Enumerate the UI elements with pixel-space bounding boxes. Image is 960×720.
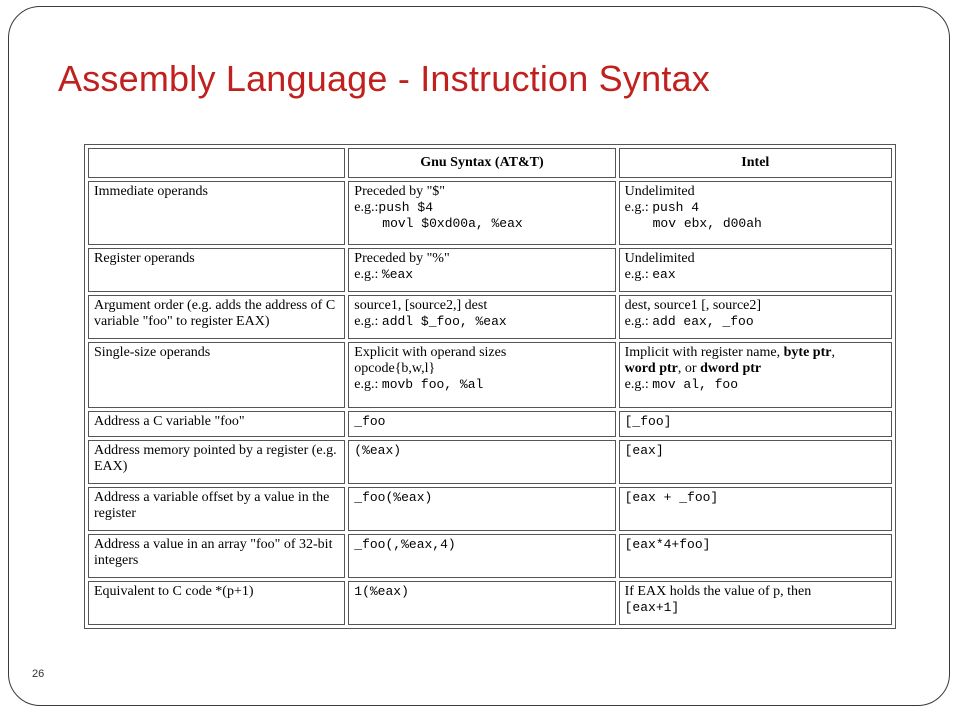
table-row (88, 342, 892, 408)
intel-code: mov al, foo (652, 377, 739, 392)
syntax-comparison-table (84, 144, 896, 629)
header-gnu: Gnu Syntax (AT&T) (348, 148, 615, 178)
intel-cell (619, 181, 892, 245)
eg-label: e.g.: (354, 377, 379, 392)
row-label: Register operands (88, 248, 345, 292)
intel-code: eax (652, 267, 676, 282)
gnu-code: movl $0xd00a, %eax (382, 216, 523, 231)
eg-label: e.g.: (624, 200, 649, 215)
intel-cell (619, 248, 892, 292)
keyword-dword-ptr: dword ptr (700, 361, 762, 376)
eg-label: e.g.: (354, 314, 379, 329)
gnu-desc: Preceded by "$" (354, 184, 446, 199)
row-label: Equivalent to C code *(p+1) (88, 581, 345, 625)
row-label: Immediate operands (88, 181, 345, 245)
intel-code: push 4 (652, 200, 700, 215)
gnu-desc: opcode{b,w,l} (354, 361, 436, 376)
table-header-row (88, 148, 892, 178)
intel-desc: dest, source1 [, source2] (624, 298, 762, 313)
gnu-desc: Explicit with operand sizes (354, 345, 507, 360)
gnu-cell (348, 248, 615, 292)
table-row (88, 181, 892, 245)
row-label: Address a C variable "foo" (88, 411, 345, 437)
row-label: Address a variable offset by a value in the register (88, 487, 345, 531)
gnu-cell (348, 295, 615, 339)
intel-code: mov ebx, d00ah (652, 216, 762, 231)
keyword-byte-ptr: byte ptr (783, 345, 832, 360)
intel-cell (619, 295, 892, 339)
row-label: Argument order (e.g. adds the address of C variable "foo" to register EAX) (88, 295, 345, 339)
header-intel: Intel (619, 148, 892, 178)
intel-code: [eax+1] (624, 600, 680, 615)
intel-code: [_foo] (619, 411, 892, 437)
table-row (88, 534, 892, 578)
table-row (88, 581, 892, 625)
gnu-code: (%eax) (348, 440, 615, 484)
row-label: Single-size operands (88, 342, 345, 408)
gnu-code: _foo(,%eax,4) (348, 534, 615, 578)
header-empty (88, 148, 345, 178)
intel-desc: Undelimited (624, 251, 695, 266)
intel-cell (619, 342, 892, 408)
intel-code: [eax] (619, 440, 892, 484)
row-label: Address a value in an array "foo" of 32-bit integers (88, 534, 345, 578)
gnu-code: _foo(%eax) (348, 487, 615, 531)
row-label: Address memory pointed by a register (e.g. EAX) (88, 440, 345, 484)
gnu-cell (348, 181, 615, 245)
gnu-code: %eax (381, 267, 414, 282)
eg-label: e.g.: (624, 267, 649, 282)
gnu-desc: Preceded by "%" (354, 251, 450, 266)
eg-label: e.g.: (624, 377, 649, 392)
gnu-code: addl $_foo, %eax (381, 314, 507, 329)
separator: , (831, 345, 835, 360)
eg-label: e.g.: (624, 314, 649, 329)
gnu-cell (348, 342, 615, 408)
table-row (88, 411, 892, 437)
table-row (88, 440, 892, 484)
table-row (88, 487, 892, 531)
eg-label: e.g.: (354, 200, 379, 215)
intel-desc: If EAX holds the value of p, then (624, 584, 812, 599)
eg-label: e.g.: (354, 267, 379, 282)
keyword-word-ptr: word ptr (624, 361, 678, 376)
intel-code: [eax*4+foo] (619, 534, 892, 578)
intel-desc: Undelimited (624, 184, 695, 199)
table-row (88, 295, 892, 339)
gnu-code: movb foo, %al (381, 377, 484, 392)
intel-code: [eax + _foo] (619, 487, 892, 531)
gnu-code: push $4 (378, 200, 433, 215)
intel-desc: Implicit with register name, (624, 345, 781, 360)
table-row (88, 248, 892, 292)
gnu-code: 1(%eax) (348, 581, 615, 625)
slide-number: 26 (32, 668, 45, 680)
gnu-desc: source1, [source2,] dest (354, 298, 488, 313)
intel-cell (619, 581, 892, 625)
slide-title: Assembly Language - Instruction Syntax (58, 58, 710, 99)
intel-desc: , or (677, 361, 697, 376)
gnu-code: _foo (348, 411, 615, 437)
intel-code: add eax, _foo (652, 314, 754, 329)
